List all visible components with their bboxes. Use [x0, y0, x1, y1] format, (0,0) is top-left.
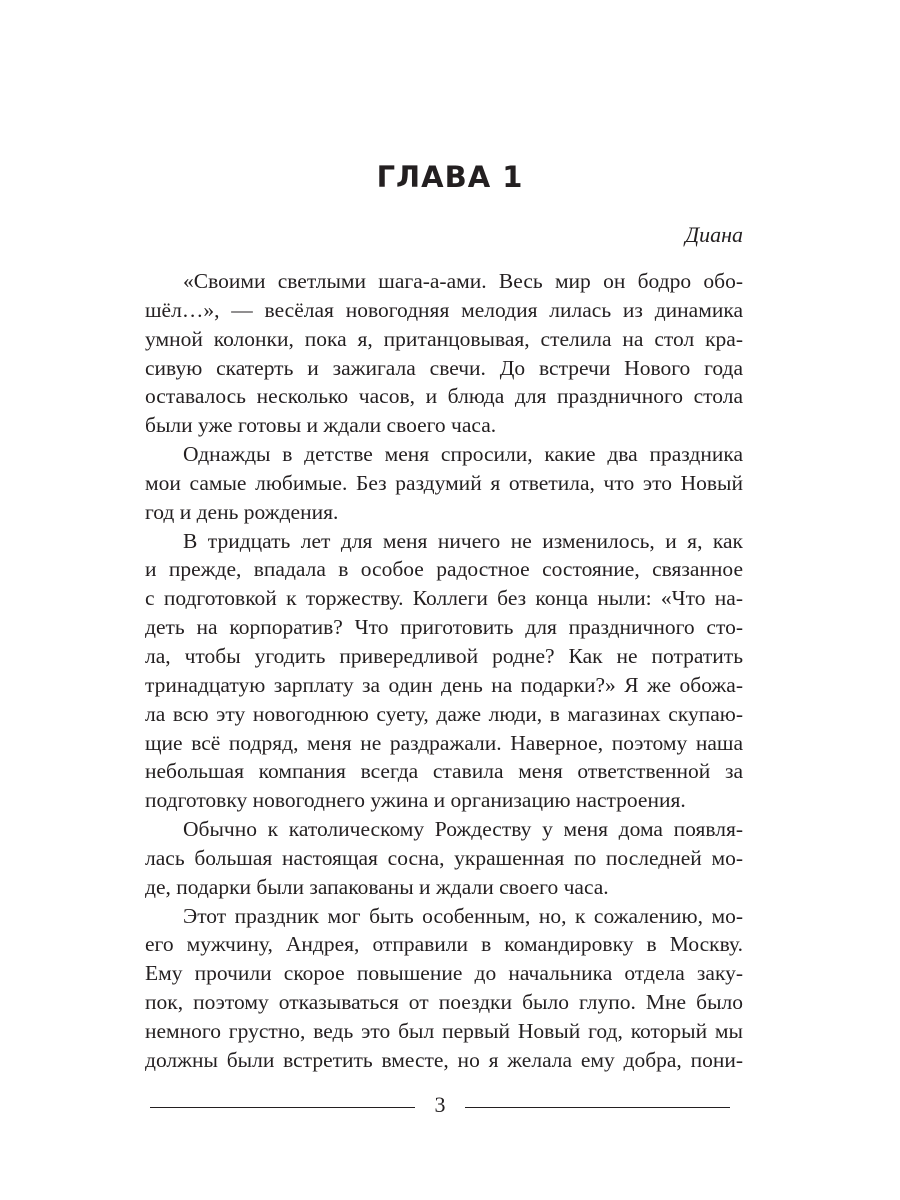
text-line: тринадцатую зарплату за один день на подарки?» Я же обожа-	[145, 672, 743, 697]
paragraph	[145, 267, 743, 440]
page-footer	[150, 1094, 730, 1120]
body-text	[145, 267, 743, 1075]
text-line: небольшая компания всегда ставила меня ответственной за	[145, 759, 743, 784]
text-line: Ему прочили скорое повышение до начальника отдела заку-	[145, 961, 743, 986]
text-line: немного грустно, ведь это был первый Новый год, который мы	[145, 1018, 743, 1043]
footer-rule-right	[465, 1107, 730, 1108]
text-line: умной колонки, пока я, пританцовывая, стелила на стол кра-	[145, 326, 743, 351]
text-line: Этот праздник мог быть особенным, но, к сожалению, мо-	[183, 903, 743, 928]
page-number: 3	[434, 1092, 446, 1117]
paragraph	[145, 527, 743, 815]
text-line: с подготовкой к торжеству. Коллеги без конца ныли: «Что на-	[145, 586, 743, 611]
text-line: деть на корпоратив? Что приготовить для праздничного сто-	[145, 615, 743, 640]
text-line: мои самые любимые. Без раздумий я ответила, что это Новый	[145, 470, 743, 495]
text-line: были уже готовы и ждали своего часа.	[145, 413, 497, 438]
text-line: щие всё подряд, меня не раздражали. Наверное, поэтому наша	[145, 730, 743, 755]
text-line: ла, чтобы угодить привередливой родне? Как не потратить	[145, 643, 743, 668]
paragraph	[145, 440, 743, 527]
narrator-name: Диана	[685, 222, 743, 247]
text-line: пок, поэтому отказываться от поездки было глупо. Мне было	[145, 990, 743, 1015]
text-line: «Своими светлыми шага-а-ами. Весь мир он бодро обо-	[183, 269, 743, 293]
text-line: де, подарки были запакованы и ждали своего часа.	[145, 874, 609, 899]
text-line: должны были встретить вместе, но я желала ему добра, пони-	[145, 1047, 743, 1072]
text-line: оставалось несколько часов, и блюда для праздничного стола	[145, 384, 743, 409]
paragraph	[145, 902, 743, 1075]
text-line: и прежде, впадала в особое радостное состояние, связанное	[145, 557, 743, 582]
chapter-title: ГЛАВА 1	[376, 160, 524, 194]
text-line: шёл…», — весёлая новогодняя мелодия лилась из динамика	[145, 297, 743, 322]
text-line: В тридцать лет для меня ничего не изменилось, и я, как	[183, 528, 743, 553]
text-line: лась большая настоящая сосна, украшенная по последней мо-	[145, 845, 743, 870]
text-line: его мужчину, Андрея, отправили в командировку в Москву.	[145, 932, 743, 957]
footer-rule-left	[150, 1107, 415, 1108]
text-line: подготовку новогоднего ужина и организацию настроения.	[145, 788, 686, 813]
text-line: сивую скатерть и зажигала свечи. До встречи Нового года	[145, 355, 743, 380]
text-line: год и день рождения.	[145, 499, 339, 524]
text-line: Обычно к католическому Рождеству у меня дома появля-	[183, 817, 743, 842]
text-line: Однажды в детстве меня спросили, какие два праздника	[183, 442, 743, 467]
text-line: ла всю эту новогоднюю суету, даже люди, в магазинах скупаю-	[145, 701, 743, 726]
paragraph	[145, 815, 743, 902]
